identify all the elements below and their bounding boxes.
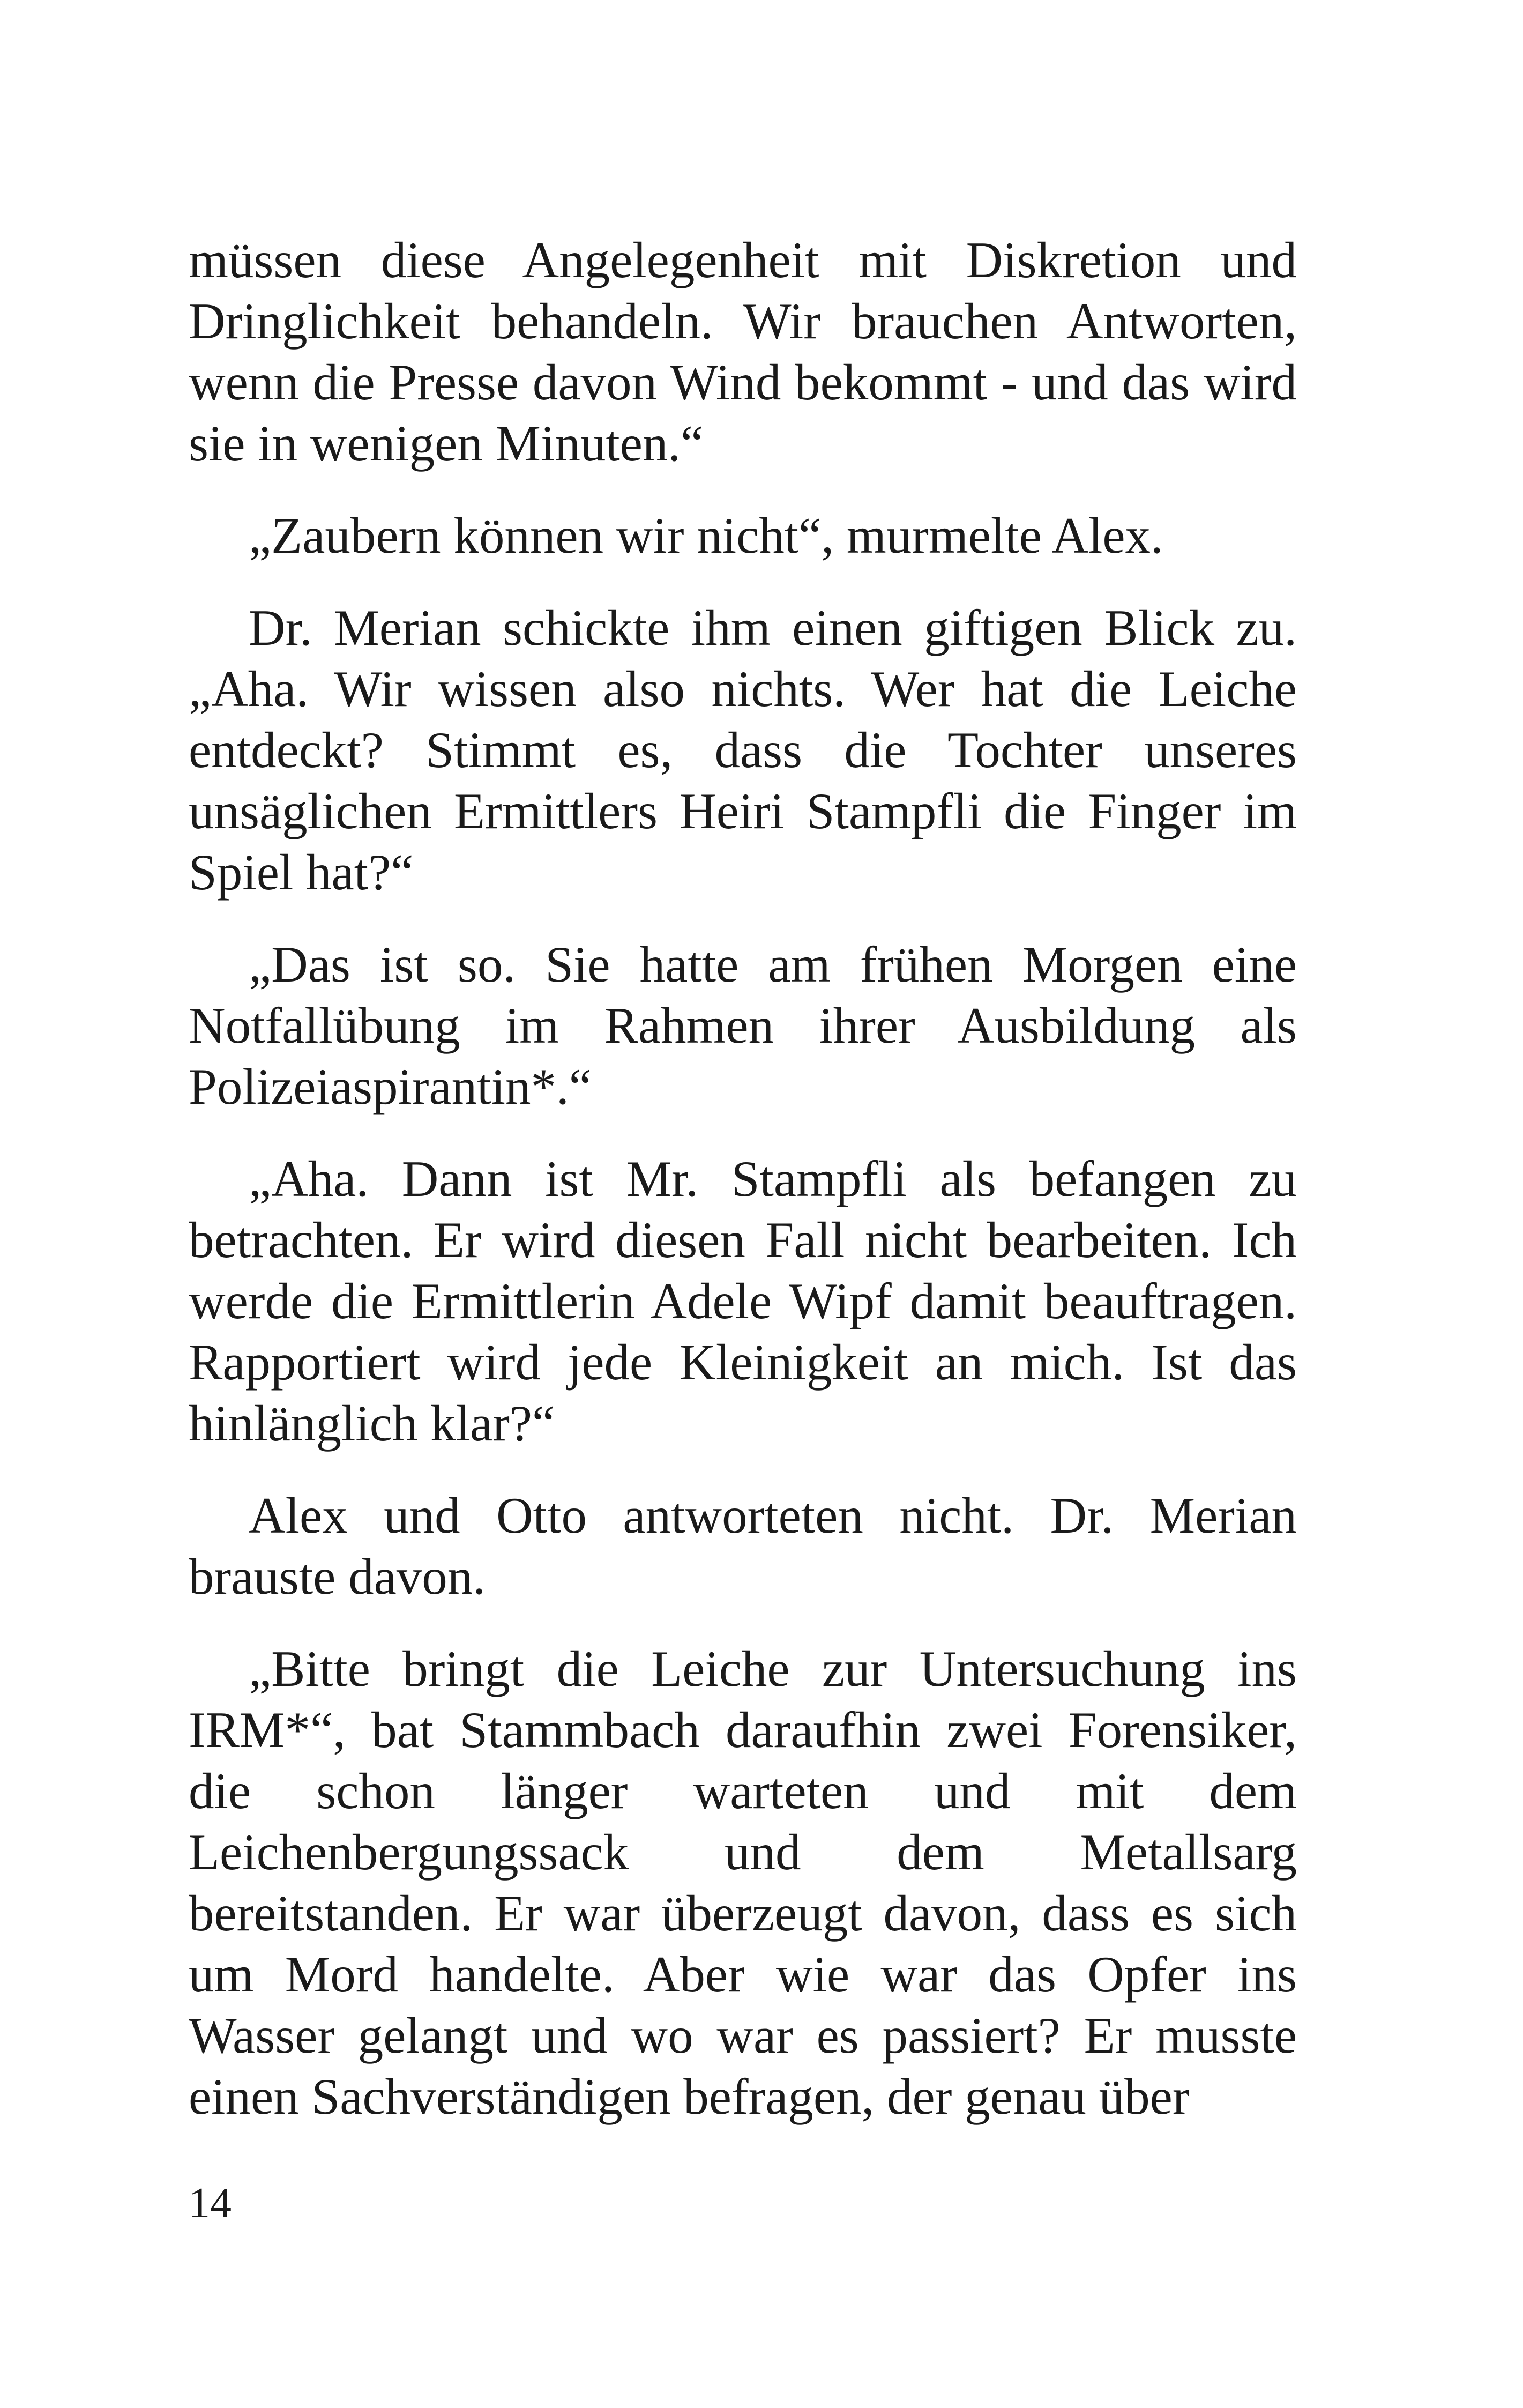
body-text — [189, 229, 1297, 2158]
paragraph: „Das ist so. Sie hatte am frühen Morgen eine Notfallübung im Rahmen ihrer Ausbildung als Polizeiaspirantin*.“ — [189, 936, 1297, 1115]
paragraph-continuation: müssen diese Angelegenheit mit Diskretion und Dringlichkeit behandeln. Wir brauchen Antworten, wenn die Presse davon Wind bekommt - und das wird sie in wenigen Minuten.“ — [189, 232, 1297, 472]
paragraph: „Bitte bringt die Leiche zur Untersuchung ins IRM*“, bat Stammbach daraufhin zwei Forensiker, die schon länger warteten und mit dem Leichenbergungssack und dem Metallsarg bereitstanden. Er war überzeugt davon, dass es sich um Mord handelte. Aber wie war das Opfer ins Wasser gelangt und wo war es passiert? Er musste einen Sachverständigen befragen, der genau über — [189, 1640, 1297, 2125]
page-number: 14 — [189, 2180, 232, 2227]
paragraph: „Aha. Dann ist Mr. Stampfli als befangen zu betrachten. Er wird diesen Fall nicht bearbeiten. Ich werde die Ermittlerin Adele Wipf damit beauftragen. Rapportiert wird jede Kleinigkeit an mich. Ist das hinlänglich klar?“ — [189, 1150, 1297, 1452]
paragraph: Alex und Otto antworteten nicht. Dr. Merian brauste davon. — [189, 1487, 1297, 1605]
paragraph: Dr. Merian schickte ihm einen giftigen Blick zu. „Aha. Wir wissen also nichts. Wer hat die Leiche entdeckt? Stimmt es, dass die Tochter unseres unsäglichen Ermittlers Heiri Stampfli die Finger im Spiel hat?“ — [189, 599, 1297, 901]
paragraph: „Zaubern können wir nicht“, murmelte Alex. — [249, 507, 1163, 564]
